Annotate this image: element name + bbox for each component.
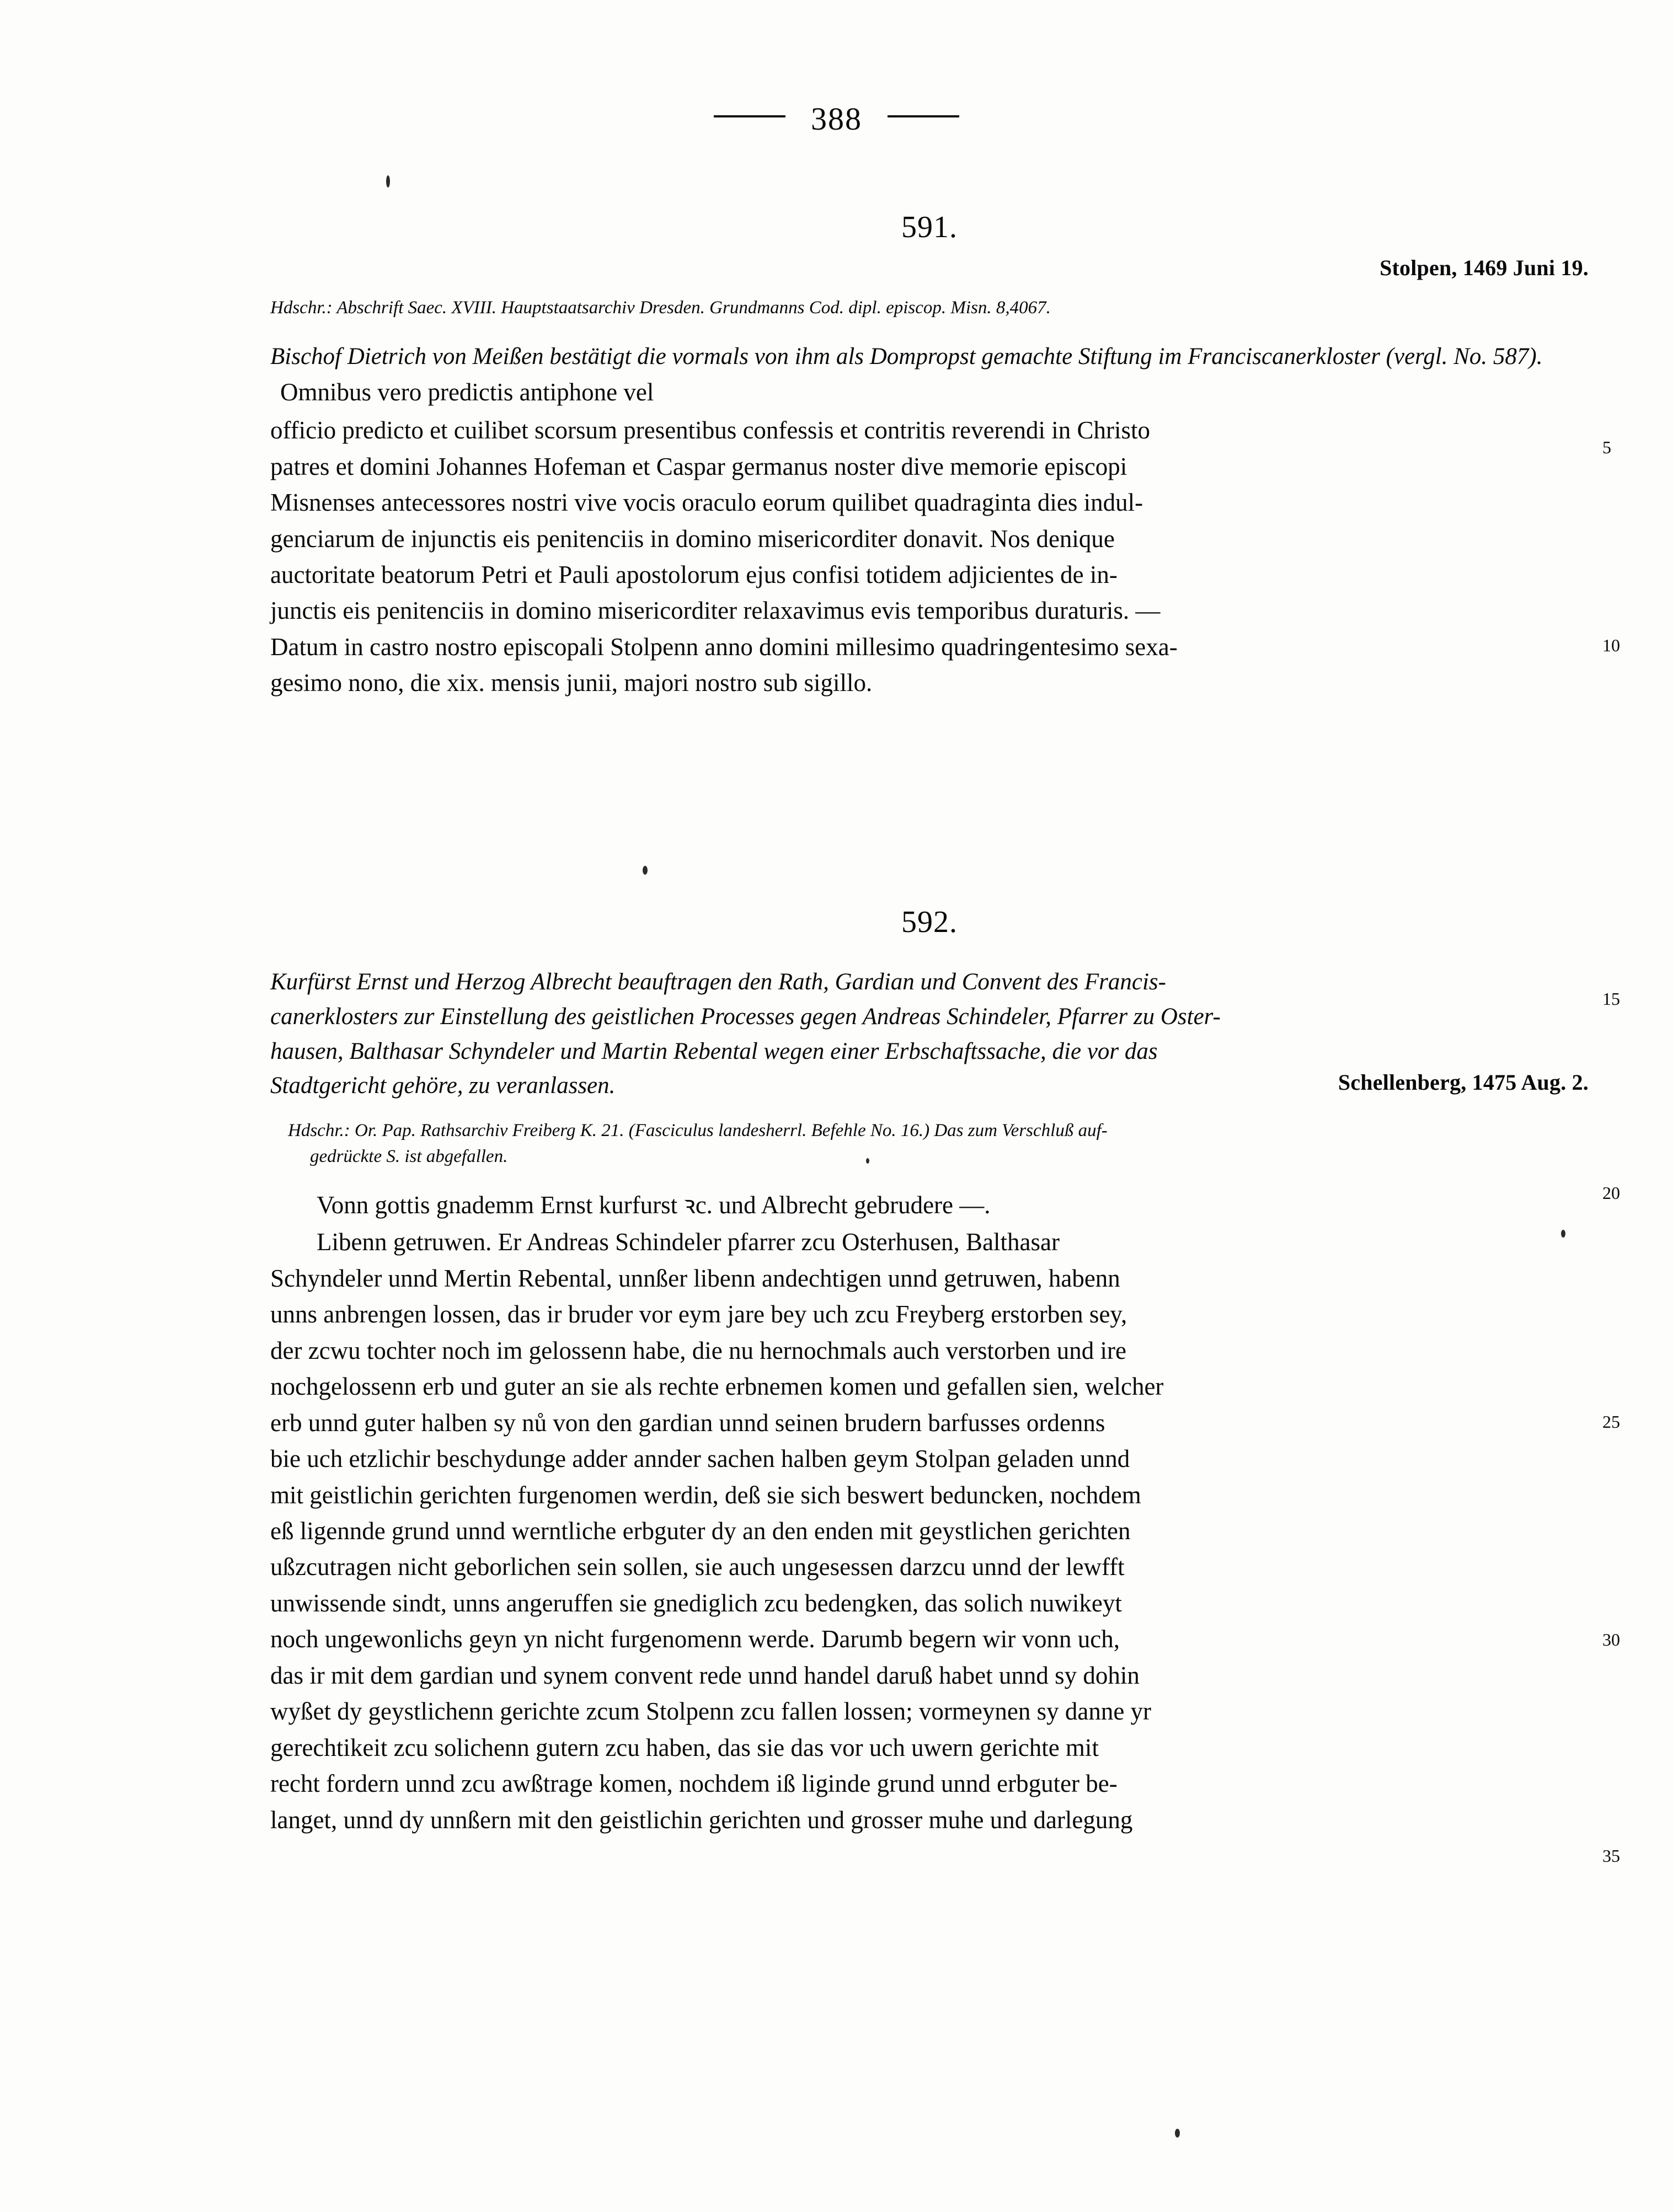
body-line: bie uch etzlichir beschydunge adder annder sachen halben geym Stolpan geladen unnd [270, 1445, 1130, 1473]
scan-speck [1175, 2129, 1180, 2138]
body-line: auctoritate beatorum Petri et Pauli apostolorum ejus confisi totidem adjicientes de in- [270, 560, 1118, 588]
body-line: unns anbrengen lossen, das ir bruder vor eym jare bey uch zcu Freyberg erstorben sey, [270, 1300, 1127, 1329]
document-entry-591 [270, 210, 1589, 701]
document-number-591: 591. [901, 210, 958, 244]
body-line: mit geistlichin gerichten furgenomen werdin, deß sie sich beswert beduncken, nochdem [270, 1481, 1141, 1509]
regest-line: canerklosters zur Einstellung des geistlichen Processes gegen Andreas Schindeler, Pfarrer zu Oster- [270, 1003, 1221, 1030]
line-number-marker: 15 [1602, 989, 1620, 1009]
source-citation-591: Hdschr.: Abschrift Saec. XVIII. Hauptstaatsarchiv Dresden. Grundmanns Cod. dipl. episcop. Misn. 8,4067. [270, 298, 1051, 318]
running-head [0, 98, 1673, 137]
regest-line: hausen, Balthasar Schyndeler und Martin Rebental wegen einer Erbschaftssache, die vor das [270, 1038, 1158, 1064]
line-number-marker: 35 [1602, 1846, 1620, 1866]
body-line: wyßet dy geystlichenn gerichte zcum Stolpenn zcu fallen lossen; vormeynen sy danne yr [270, 1697, 1152, 1726]
line-number-marker: 30 [1602, 1630, 1620, 1649]
body-line: junctis eis penitenciis in domino misericorditer relaxavimus evis temporibus duraturis. — [270, 597, 1161, 625]
dateline-591: Stolpen, 1469 Juni 19. [1380, 255, 1589, 280]
scan-speck [866, 1158, 869, 1164]
body-line: langet, unnd dy unnßern mit den geistlichin gerichten und grosser muhe und darlegung [270, 1806, 1133, 1834]
scan-speck [643, 866, 648, 875]
body-line [270, 1224, 1589, 1260]
salutation-592 [270, 1187, 1589, 1223]
body-text-591 [270, 413, 1589, 701]
regest-line-text: Stadtgericht gehöre, zu veranlassen. [270, 1073, 616, 1099]
source-line: Hdschr.: Or. Pap. Rathsarchiv Freiberg K. 21. (Fasciculus landesherrl. Befehle No. 16.) Das zum Verschluß auf- [288, 1121, 1108, 1141]
body-line: gerechtikeit zcu solichenn gutern zcu haben, das sie das vor uch uwern gerichte mit [270, 1733, 1099, 1761]
salutation-text: Vonn gottis gnademm Ernst kurfurst ꝛc. und Albrecht gebrudere —. [317, 1191, 991, 1219]
line-number-marker: 5 [1602, 437, 1611, 457]
body-line: gesimo nono, die xix. mensis junii, majori nostro sub sigillo. [270, 669, 873, 697]
head-rule-right [888, 115, 959, 117]
body-line: recht fordern unnd zcu awßtrage komen, nochdem iß liginde grund unnd erbguter be- [270, 1770, 1118, 1798]
source-line: gedrückte S. ist abgefallen. [310, 1146, 508, 1166]
regest-592 [270, 965, 1589, 1104]
line-number-marker: 20 [1602, 1183, 1620, 1203]
body-line-text: Libenn getruwen. Er Andreas Schindeler pfarrer zcu Osterhusen, Balthasar [317, 1228, 1060, 1256]
body-line: erb unnd guter halben sy nů von den gardian unnd seinen brudern barfusses ordenns [270, 1408, 1105, 1437]
document-number-592: 592. [901, 905, 958, 939]
regest-line [270, 1069, 1589, 1104]
body-line: noch ungewonlichs geyn yn nicht furgenomenn werde. Darumb begern wir vonn uch, [270, 1625, 1120, 1653]
body-line: unwissende sindt, unns angeruffen sie gnediglich zcu bedengken, das solich nuwikeyt [270, 1589, 1122, 1617]
body-line: das ir mit dem gardian und synem convent rede unnd handel daruß habet unnd sy dohin [270, 1661, 1140, 1689]
head-rule-left [714, 115, 785, 117]
line-number-marker: 10 [1602, 635, 1620, 655]
body-line: ußzcutragen nicht geborlichen sein sollen, sie auch ungesessen darzcu unnd der lewfft [270, 1553, 1125, 1581]
body-line: Schyndeler unnd Mertin Rebental, unnßer libenn andechtigen unnd getruwen, habenn [270, 1264, 1120, 1292]
body-line: nochgelossenn erb und guter an sie als rechte erbnemen komen und gefallen sien, welcher [270, 1373, 1164, 1401]
body-line: Misnenses antecessores nostri vive vocis oraculo eorum quilibet quadraginta dies indul- [270, 489, 1143, 517]
body-line: patres et domini Johannes Hofeman et Caspar germanus noster dive memorie episcopi [270, 452, 1127, 480]
line-number-marker: 25 [1602, 1412, 1620, 1432]
scan-speck [1561, 1230, 1565, 1238]
regest-591: Bischof Dietrich von Meißen bestätigt die vormals von ihm als Dompropst gemachte Stiftung im Franciscanerkloster (vergl. No. 587). [270, 343, 1543, 369]
body-lead-591: Omnibus vero predictis antiphone vel [280, 378, 654, 406]
source-citation-592 [270, 1118, 1589, 1170]
body-line: der zcwu tochter noch im gelossenn habe, die nu hernochmals auch verstorben und ire [270, 1336, 1126, 1364]
body-text-592 [270, 1224, 1589, 1838]
page-number: 388 [811, 100, 862, 137]
body-line: genciarum de injunctis eis penitenciis in domino misericorditer donavit. Nos denique [270, 524, 1115, 553]
document-entry-592 [270, 904, 1589, 1838]
scan-speck [386, 175, 390, 188]
dateline-592: Schellenberg, 1475 Aug. 2. [1338, 1070, 1589, 1095]
body-line: officio predicto et cuilibet scorsum presentibus confessis et contritis reverendi in Christo [270, 416, 1151, 444]
body-line: eß ligennde grund unnd werntliche erbguter dy an den enden mit geystlichen gerichten [270, 1517, 1131, 1545]
body-line: Datum in castro nostro episcopali Stolpenn anno domini millesimo quadringentesimo sexa- [270, 633, 1178, 661]
regest-line: Kurfürst Ernst und Herzog Albrecht beauftragen den Rath, Gardian und Convent des Francis- [270, 969, 1166, 995]
